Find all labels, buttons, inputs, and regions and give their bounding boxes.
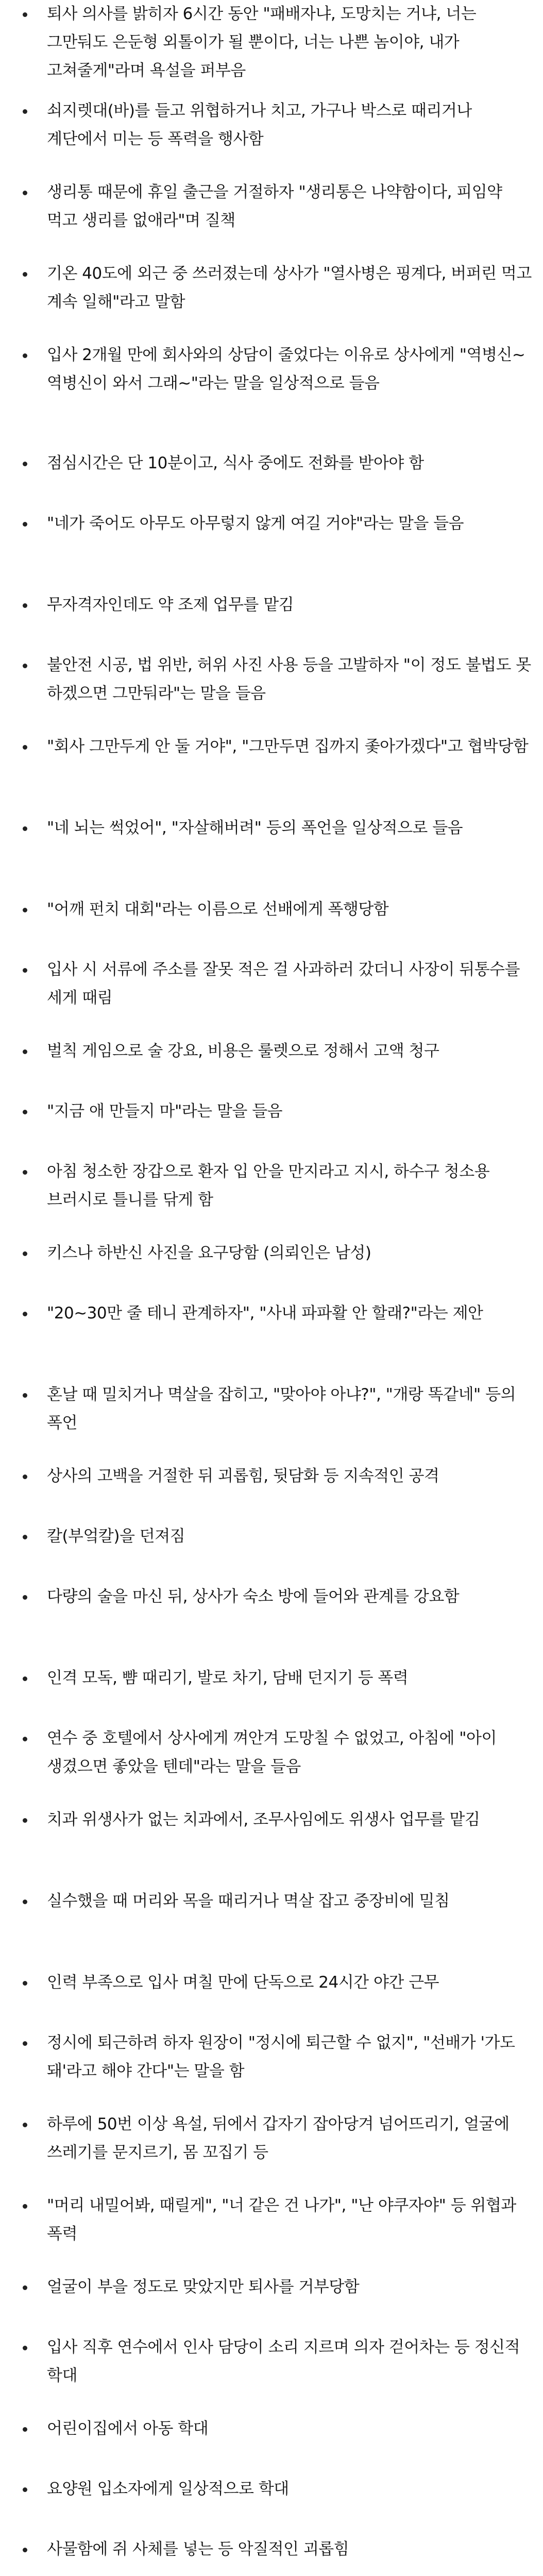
list-item [0, 1522, 543, 1583]
list-item-text: "회사 그만두게 안 둘 거야", "그만두면 집까지 좇아가겠다"고 협박당함 [47, 737, 529, 756]
list-item [0, 2192, 543, 2273]
list-item [0, 814, 543, 895]
list-item [0, 1037, 543, 1097]
list-item-text: "지금 애 만들지 마"라는 말을 들음 [47, 1102, 283, 1121]
list-item-text: 생리통 때문에 휴일 출근을 거절하자 "생리통은 나약함이다, 피임약 먹고 생리를 없애라"며 질책 [47, 183, 502, 230]
list-item [0, 2029, 543, 2110]
list-item [0, 2333, 543, 2415]
list-item-text: "네 뇌는 썩었어", "자살해버려" 등의 폭언을 일상적으로 들음 [47, 819, 463, 837]
list-item-text: 연수 중 호텔에서 상사에게 껴안겨 도망칠 수 없었고, 아침에 "아이 생겼으면 좋았을 텐데"라는 말을 들음 [47, 1729, 497, 1776]
list-item-text: 벌칙 게임으로 술 강요, 비용은 룰렛으로 정해서 고액 청구 [47, 1042, 439, 1060]
list-item [0, 1887, 543, 1969]
list-item [0, 2415, 543, 2475]
list-item-text: 아침 청소한 장갑으로 환자 입 안을 만지라고 지시, 하수구 청소용 브러시로 틀니를 닦게 함 [47, 1162, 490, 1209]
list-item [0, 1969, 543, 2029]
list-item-text: "20~30만 줄 테니 관계하자", "사내 파파활 안 할래?"라는 제안 [47, 1304, 483, 1323]
list-item-text: 하루에 50번 이상 욕설, 뒤에서 갑자기 잡아당겨 넘어뜨리기, 얼굴에 쓰레기를 문지르기, 몸 꼬집기 등 [47, 2115, 510, 2162]
list-item [0, 449, 543, 510]
list-item-text: 기온 40도에 외근 중 쓰러졌는데 상사가 "열사병은 핑계다, 버퍼린 먹고 계속 일해"라고 말함 [47, 264, 532, 311]
list-item [0, 1583, 543, 1664]
list-item [0, 1239, 543, 1299]
list-item-text: 인력 부족으로 입사 며칠 만에 단독으로 24시간 야간 근무 [47, 1973, 439, 1992]
list-item [0, 1299, 543, 1381]
list-item [0, 0, 543, 97]
list-item [0, 97, 543, 178]
list-item [0, 1381, 543, 1462]
list-item [0, 895, 543, 956]
list-item-text: 다량의 술을 마신 뒤, 상사가 숙소 방에 들어와 관계를 강요함 [47, 1587, 460, 1606]
list-item-text: 쇠지렛대(바)를 들고 위협하거나 치고, 가구나 박스로 때리거나 계단에서 미는 등 폭력을 행사함 [47, 101, 472, 148]
list-item-text: 사물함에 쥐 사체를 넣는 등 악질적인 괴롭힘 [47, 2540, 349, 2558]
list-item [0, 591, 543, 651]
list-item [0, 2535, 543, 2576]
list-item-text: "네가 죽어도 아무도 아무렇지 않게 여길 거야"라는 말을 들음 [47, 514, 464, 533]
list-item [0, 1724, 543, 1806]
list-item [0, 956, 543, 1037]
list-item-text: 얼굴이 부을 정도로 맞았지만 퇴사를 거부당함 [47, 2278, 360, 2296]
list-item-text: 칼(부엌칼)을 던져짐 [47, 1527, 185, 1546]
list-item-text: 요양원 입소자에게 일상적으로 학대 [47, 2480, 289, 2498]
list-item-text: "어깨 펀치 대회"라는 이름으로 선배에게 폭행당함 [47, 900, 389, 919]
list-item [0, 1462, 543, 1522]
list-item-text: 키스나 하반신 사진을 요구당함 (의뢰인은 남성) [47, 1244, 371, 1262]
list-item-text: 치과 위생사가 없는 치과에서, 조무사임에도 위생사 업무를 맡김 [47, 1810, 480, 1829]
list-item-text: 점심시간은 단 10분이고, 식사 중에도 전화를 받아야 함 [47, 454, 424, 472]
list-item-text: 입사 직후 연수에서 인사 담당이 소리 지르며 의자 걷어차는 등 정신적 학대 [47, 2338, 520, 2385]
list-item-text: 퇴사 의사를 밝히자 6시간 동안 "패배자냐, 도망치는 거냐, 너는 그만둬도 은둔형 외톨이가 될 뿐이다, 너는 나쁜 놈이야, 내가 고쳐줄게"라며 욕설을 퍼부음 [47, 5, 477, 80]
list-item-text: 무자격자인데도 약 조제 업무를 맡김 [47, 596, 294, 614]
list-item-text: 입사 2개월 만에 회사와의 상담이 줄었다는 이유로 상사에게 "역병신~ 역병신이 와서 그래~"라는 말을 일상적으로 들음 [47, 346, 525, 393]
list-item [0, 651, 543, 733]
list-item [0, 2110, 543, 2192]
list-item-text: 실수했을 때 머리와 목을 때리거나 멱살 잡고 중장비에 밀침 [47, 1892, 450, 1910]
list-item-text: 혼날 때 밀치거나 멱살을 잡히고, "맞아야 아냐?", "개랑 똑같네" 등의 폭언 [47, 1385, 516, 1432]
list-item-text: 상사의 고백을 거절한 뒤 괴롭힘, 뒷담화 등 지속적인 공격 [47, 1467, 439, 1485]
list-item [0, 178, 543, 260]
list-item-text: "머리 내밀어봐, 때릴게", "너 같은 건 나가", "난 야쿠자야" 등 위협과 폭력 [47, 2196, 516, 2243]
list-item-text: 어린이집에서 아동 학대 [47, 2419, 209, 2438]
list-item [0, 1158, 543, 1239]
list-item [0, 1097, 543, 1158]
list-item [0, 510, 543, 591]
list-item-text: 정시에 퇴근하려 하자 원장이 "정시에 퇴근할 수 없지", "선배가 '가도 돼'라고 해야 간다"는 말을 함 [47, 2033, 515, 2080]
list-item [0, 1664, 543, 1724]
list-item [0, 1806, 543, 1887]
list-item [0, 260, 543, 341]
list-item-text: 인격 모독, 뺨 때리기, 발로 차기, 담배 던지기 등 폭력 [47, 1669, 409, 1687]
list-item-text: 입사 시 서류에 주소를 잘못 적은 걸 사과하러 갔더니 사장이 뒤통수를 세게 때림 [47, 960, 520, 1007]
list-item-text: 불안전 시공, 법 위반, 허위 사진 사용 등을 고발하자 "이 정도 불법도 못 하겠으면 그만둬라"는 말을 들음 [47, 656, 531, 703]
list-item [0, 341, 543, 449]
list-item [0, 2273, 543, 2333]
list-item [0, 733, 543, 814]
list-item [0, 2475, 543, 2535]
